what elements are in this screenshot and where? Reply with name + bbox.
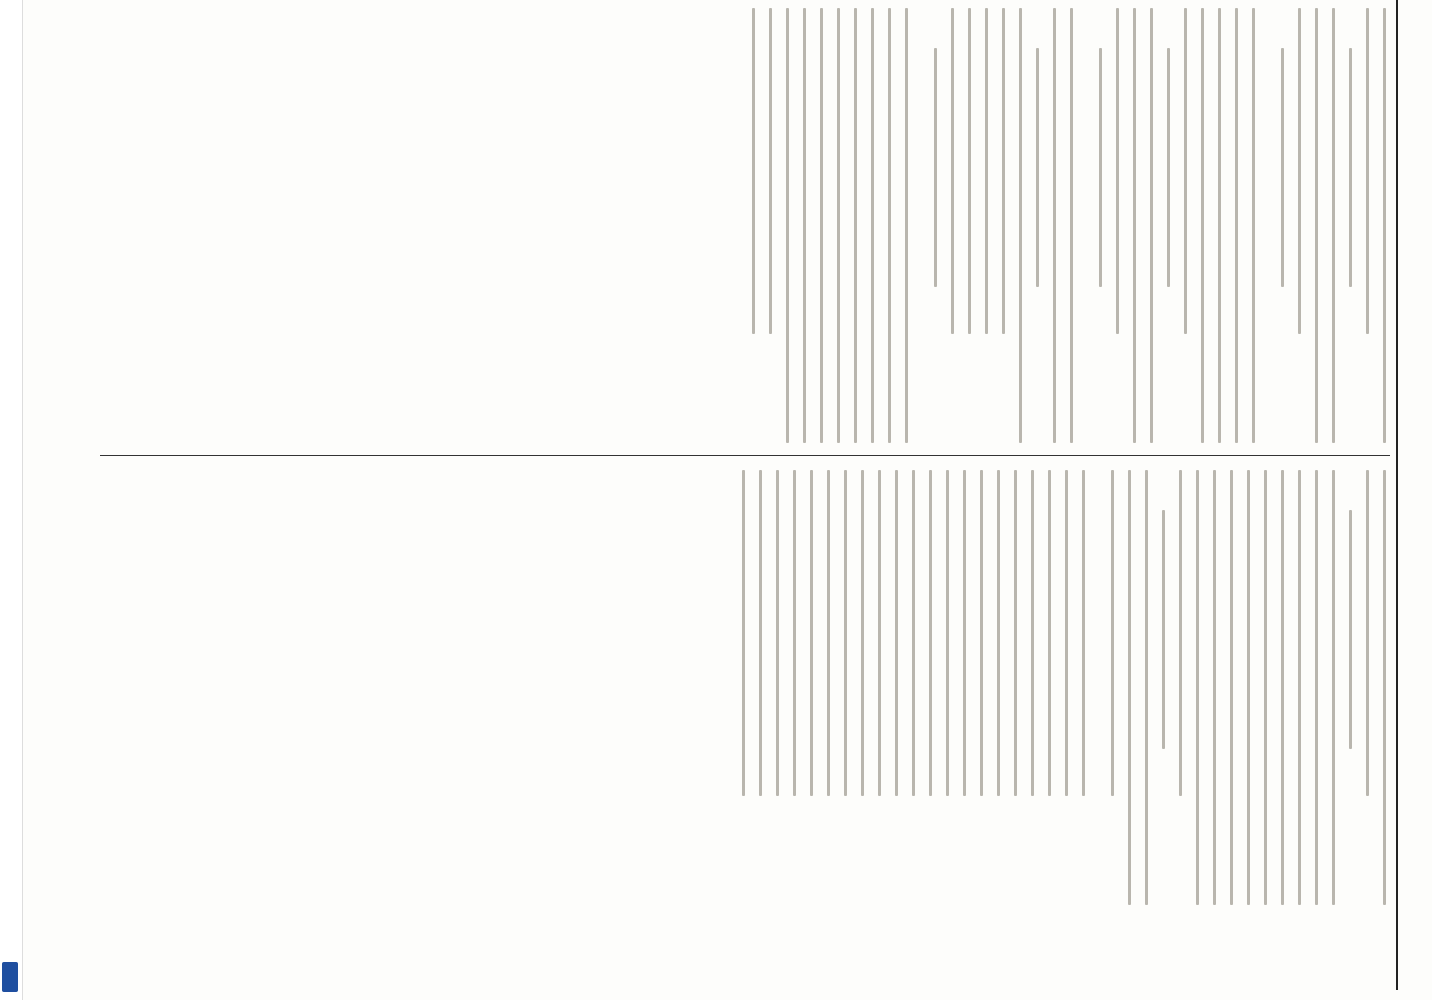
text-line (1332, 8, 1335, 443)
text-line (1252, 8, 1255, 443)
text-line (946, 470, 949, 796)
text-line (1184, 8, 1187, 334)
text-line (759, 470, 762, 796)
text-line (1099, 48, 1102, 287)
text-line (1036, 48, 1039, 287)
text-line (803, 8, 806, 443)
text-line (1298, 470, 1301, 905)
right-column (106, 470, 1386, 905)
text-line (980, 470, 983, 796)
text-line (1002, 8, 1005, 334)
text-line (1150, 8, 1153, 443)
text-line (1230, 470, 1233, 905)
text-line (1167, 48, 1170, 287)
text-line (1070, 8, 1073, 443)
text-line (1366, 8, 1369, 334)
text-line (786, 8, 789, 443)
text-line (1247, 470, 1250, 905)
text-line (895, 470, 898, 796)
text-line (888, 8, 891, 443)
text-line (1048, 470, 1051, 796)
text-line (997, 470, 1000, 796)
text-line (968, 8, 971, 334)
text-line (1196, 470, 1199, 905)
text-line (752, 8, 755, 334)
text-line (1315, 470, 1318, 905)
text-line (1366, 470, 1369, 796)
text-line (934, 48, 937, 287)
text-line (1053, 8, 1056, 443)
text-line (1349, 48, 1352, 287)
text-line (1128, 470, 1131, 905)
text-line (1281, 48, 1284, 287)
text-line (837, 8, 840, 443)
text-line (1383, 470, 1386, 905)
text-line (861, 470, 864, 796)
text-line (912, 470, 915, 796)
digitization-sidebar (0, 0, 23, 1000)
text-line (810, 470, 813, 796)
digitization-credit (3, 565, 17, 985)
text-line (1019, 8, 1022, 443)
text-line (1332, 470, 1335, 905)
header-rule (1396, 0, 1398, 990)
text-line (985, 8, 988, 334)
text-line (854, 8, 857, 443)
text-line (1281, 470, 1284, 905)
text-line (769, 8, 772, 334)
text-line (820, 8, 823, 443)
text-line (827, 470, 830, 796)
text-line (1179, 470, 1182, 796)
text-line (1116, 8, 1119, 334)
text-line (1201, 8, 1204, 443)
text-line (871, 8, 874, 443)
text-line (1264, 470, 1267, 905)
text-line (1298, 8, 1301, 334)
left-column (106, 8, 1386, 443)
text-line (1111, 470, 1114, 796)
text-line (1218, 8, 1221, 443)
text-line (963, 470, 966, 796)
text-line (1315, 8, 1318, 443)
text-line (905, 8, 908, 443)
text-line (776, 470, 779, 796)
text-line (1031, 470, 1034, 796)
text-line (1349, 510, 1352, 749)
text-line (742, 470, 745, 796)
column-divider (100, 455, 1390, 456)
text-line (1014, 470, 1017, 796)
text-line (1383, 8, 1386, 443)
text-line (1065, 470, 1068, 796)
text-line (929, 470, 932, 796)
text-line (878, 470, 881, 796)
text-line (1145, 470, 1148, 905)
text-line (844, 470, 847, 796)
rotated-page-content (98, 0, 1398, 1000)
text-line (1082, 470, 1085, 796)
text-line (1213, 470, 1216, 905)
text-line (793, 470, 796, 796)
text-line (1162, 510, 1165, 749)
text-line (951, 8, 954, 334)
text-line (1235, 8, 1238, 443)
text-line (1133, 8, 1136, 443)
